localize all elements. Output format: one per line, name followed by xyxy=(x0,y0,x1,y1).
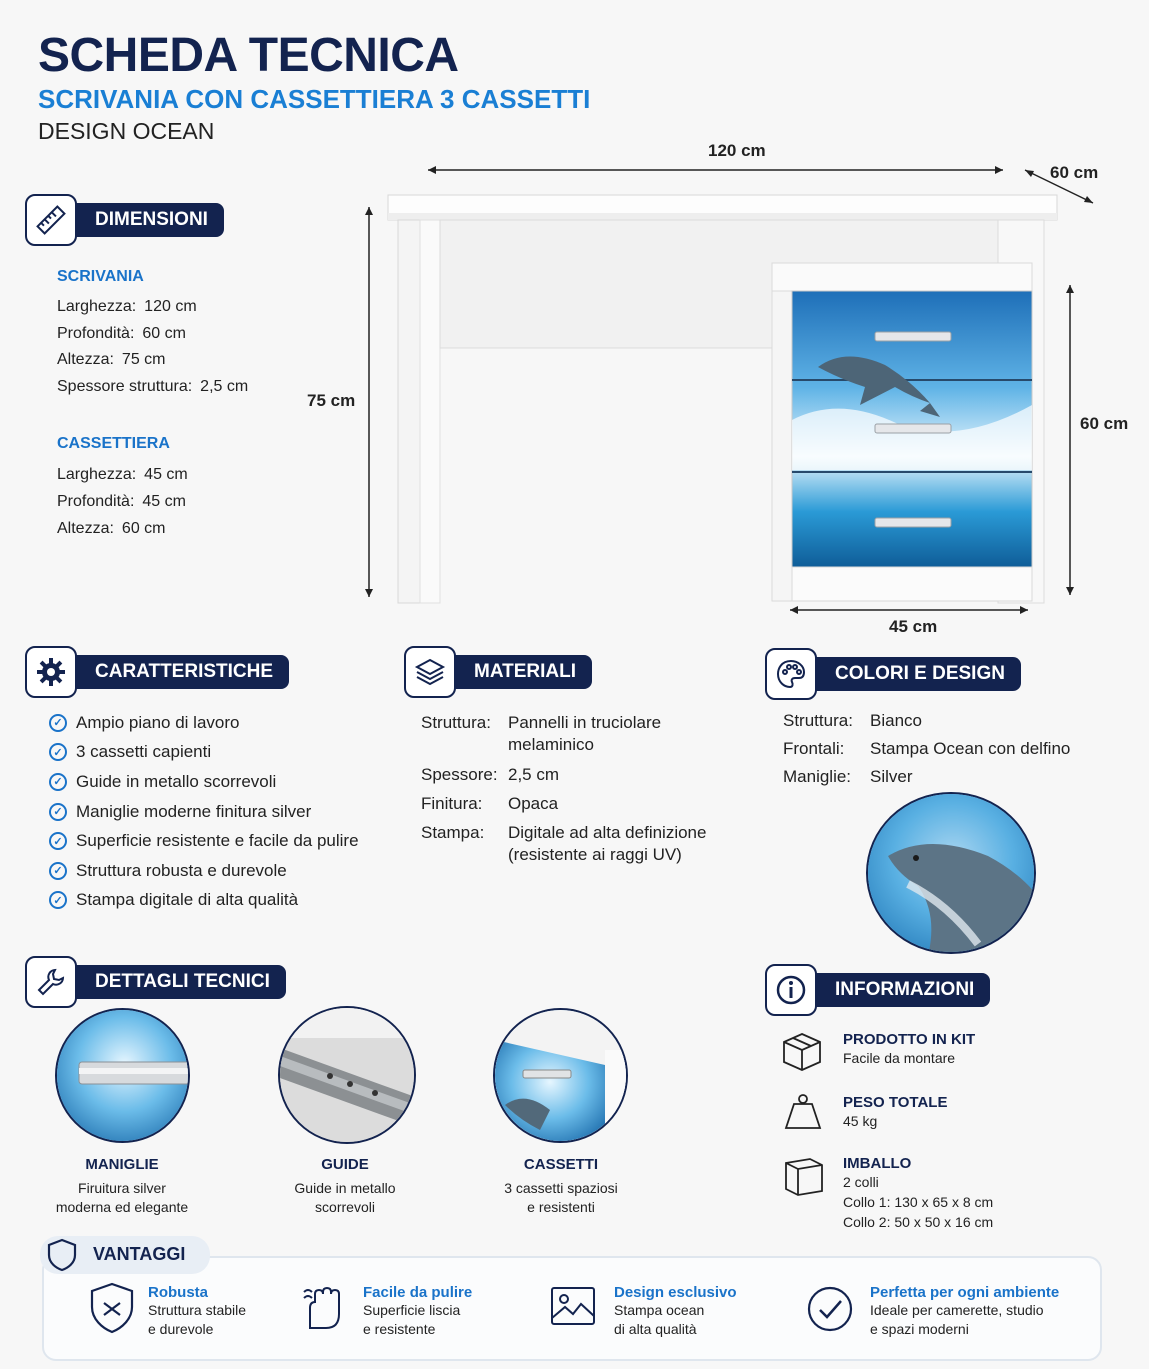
detail-desc: 3 cassetti spaziosi e resistenti xyxy=(504,1180,618,1215)
vantaggio-item: Facile da pulire Superficie liscia e resistente xyxy=(363,1284,473,1337)
check-icon: ✓ xyxy=(49,862,67,880)
box-icon xyxy=(780,1030,824,1074)
spec-row: Larghezza: 45 cm xyxy=(57,466,188,483)
colori-table: Struttura: Bianco Frontali: Stampa Ocean con delfino Maniglie: Silver xyxy=(783,711,1071,786)
desk-diagram xyxy=(300,135,1145,645)
layers-icon xyxy=(404,646,456,698)
list-item: ✓ Stampa digitale di alta qualità xyxy=(49,886,359,916)
detail-title: GUIDE xyxy=(321,1156,369,1173)
vantaggio-item: Design esclusivo Stampa ocean di alta qualità xyxy=(614,1284,737,1337)
spec-row: Profondità: 45 cm xyxy=(57,493,186,510)
handle-detail-image xyxy=(55,1008,190,1143)
vantaggi-label: VANTAGGI xyxy=(93,1244,186,1264)
drawer-width-label: 45 cm xyxy=(889,617,938,636)
page-subtitle: SCRIVANIA CON CASSETTIERA 3 CASSETTI xyxy=(38,84,591,114)
shield-icon xyxy=(46,1238,78,1272)
design-name: DESIGN OCEAN xyxy=(38,118,215,144)
spec-row: Altezza: 60 cm xyxy=(57,520,166,537)
spec-row: Profondità: 60 cm xyxy=(57,325,186,342)
list-item: ✓ Maniglie moderne finitura silver xyxy=(49,797,359,827)
dettagli-label: DETTAGLI TECNICI xyxy=(65,965,286,999)
spec-row: Spessore struttura: 2,5 cm xyxy=(57,378,249,395)
page-title: SCHEDA TECNICA xyxy=(38,29,459,82)
detail-title: MANIGLIE xyxy=(85,1156,159,1173)
list-item: ✓ Guide in metallo scorrevoli xyxy=(49,767,359,797)
informazioni-label: INFORMAZIONI xyxy=(805,973,990,1007)
list-item: ✓ Struttura robusta e durevole xyxy=(49,856,359,886)
caratteristiche-label: CARATTERISTICHE xyxy=(65,655,289,689)
image-icon xyxy=(549,1285,597,1329)
robust-shield-icon xyxy=(88,1281,136,1335)
check-circle-icon xyxy=(806,1285,854,1333)
check-icon: ✓ xyxy=(49,832,67,850)
materiali-table: Struttura: Pannelli in truciolare melaminico Spessore: 2,5 cm Finitura: Opaca Stampa: Digitale ad alta definizione (resistente ai raggi UV) xyxy=(421,713,707,864)
info-imballo: IMBALLO 2 colli Collo 1: 130 x 65 x 8 cm Collo 2: 50 x 50 x 16 cm xyxy=(843,1155,994,1230)
info-kit: PRODOTTO IN KIT Facile da montare xyxy=(843,1031,976,1066)
check-icon: ✓ xyxy=(49,714,67,732)
vantaggio-item: Perfetta per ogni ambiente Ideale per camerette, studio e spazi moderni xyxy=(870,1284,1060,1337)
list-item: ✓ 3 cassetti capienti xyxy=(49,738,359,768)
check-icon: ✓ xyxy=(49,891,67,909)
colori-label: COLORI E DESIGN xyxy=(805,657,1021,691)
caratteristiche-list xyxy=(49,708,359,915)
vantaggio-item: Robusta Struttura stabile e durevole xyxy=(148,1284,247,1337)
gear-icon xyxy=(25,646,77,698)
drawer-height-label: 60 cm xyxy=(1080,414,1129,433)
spec-row: Altezza: 75 cm xyxy=(57,351,166,368)
wrench-icon xyxy=(25,956,77,1008)
width-label: 120 cm xyxy=(708,141,766,160)
drawer-detail-image xyxy=(493,1008,628,1143)
detail-title: CASSETTI xyxy=(523,1156,599,1173)
detail-desc: Guide in metallo scorrevoli xyxy=(294,1180,396,1215)
list-item: ✓ Superficie resistente e facile da pulire xyxy=(49,826,359,856)
info-peso: PESO TOTALE 45 kg xyxy=(843,1094,948,1129)
check-icon: ✓ xyxy=(49,803,67,821)
depth-label: 60 cm xyxy=(1050,163,1099,182)
dimensioni-label: DIMENSIONI xyxy=(65,203,224,237)
scrivania-title: SCRIVANIA xyxy=(57,268,144,285)
check-icon: ✓ xyxy=(49,743,67,761)
materiali-label: MATERIALI xyxy=(444,655,592,689)
ruler-icon xyxy=(25,194,77,246)
list-item: ✓ Ampio piano di lavoro xyxy=(49,708,359,738)
weight-icon xyxy=(782,1090,824,1132)
spec-row: Larghezza: 120 cm xyxy=(57,298,197,315)
check-icon: ✓ xyxy=(49,773,67,791)
guide-detail-image xyxy=(278,1006,416,1144)
package-icon xyxy=(780,1153,826,1199)
palette-icon xyxy=(765,648,817,700)
info-icon xyxy=(765,964,817,1016)
dolphin-swatch-image xyxy=(866,792,1036,954)
hand-wipe-icon xyxy=(300,1284,350,1332)
height-label: 75 cm xyxy=(307,391,356,410)
cassettiera-title: CASSETTIERA xyxy=(57,435,170,452)
detail-desc: Firuitura silver moderna ed elegante xyxy=(55,1180,189,1215)
